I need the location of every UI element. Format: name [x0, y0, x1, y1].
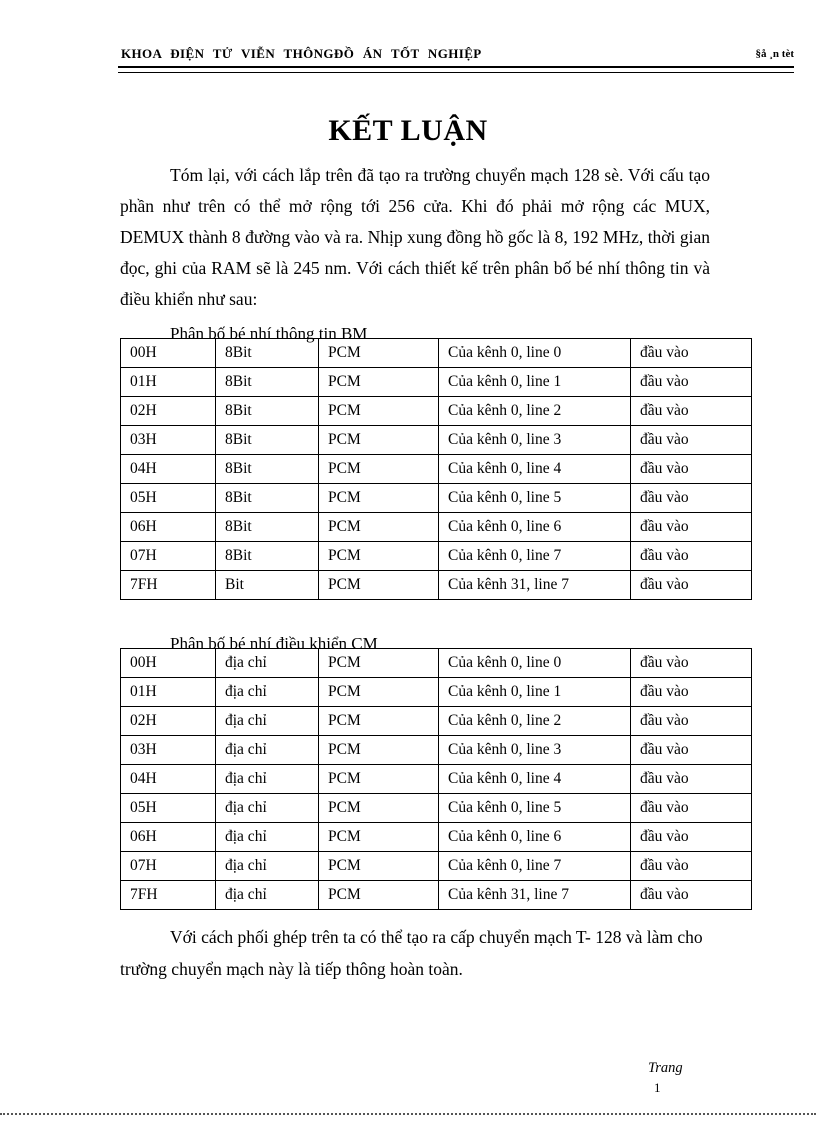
table-cell: 01H: [121, 678, 216, 707]
table-row: [121, 707, 752, 736]
footer-page-label: Trang: [648, 1060, 683, 1076]
table-cell: 04H: [121, 455, 216, 484]
table-cell: 02H: [121, 397, 216, 426]
header-left-text: KHOA ĐIỆN TỬ VIỄN THÔNGĐỒ ÁN TỐT NGHIỆP: [121, 46, 482, 61]
table-cell: địa chỉ: [216, 649, 319, 678]
table-cell: Của kênh 0, line 1: [439, 678, 631, 707]
table-cell: đầu vào: [631, 397, 752, 426]
table-cell: Của kênh 0, line 7: [439, 542, 631, 571]
table-cell: 8Bit: [216, 484, 319, 513]
table-cell: PCM: [319, 881, 439, 910]
table-cell: địa chỉ: [216, 881, 319, 910]
table-cell: đầu vào: [631, 513, 752, 542]
table-cell: PCM: [319, 765, 439, 794]
table-cell: địa chỉ: [216, 736, 319, 765]
table-cell: đầu vào: [631, 339, 752, 368]
table-cm-caption: Phân bố bé nhí điều khiển CM: [170, 634, 378, 653]
table-cell: PCM: [319, 823, 439, 852]
table-cell: PCM: [319, 339, 439, 368]
table-cell: PCM: [319, 852, 439, 881]
table-cell: đầu vào: [631, 852, 752, 881]
table-cell: đầu vào: [631, 765, 752, 794]
table-cell: đầu vào: [631, 455, 752, 484]
table-cell: PCM: [319, 794, 439, 823]
table-row: [121, 823, 752, 852]
table-row: [121, 571, 752, 600]
table-cell: PCM: [319, 542, 439, 571]
table-cell: Của kênh 0, line 6: [439, 823, 631, 852]
table-cell: Của kênh 0, line 3: [439, 426, 631, 455]
table-row: [121, 542, 752, 571]
table-row: [121, 678, 752, 707]
table-cell: PCM: [319, 455, 439, 484]
header-right-text: §å ¸n tèt: [755, 48, 794, 60]
table-row: [121, 736, 752, 765]
table-cell: địa chỉ: [216, 678, 319, 707]
table-cell: Của kênh 31, line 7: [439, 571, 631, 600]
table-cell: 8Bit: [216, 513, 319, 542]
table-cell: đầu vào: [631, 707, 752, 736]
table-cell: 8Bit: [216, 426, 319, 455]
table-cell: địa chỉ: [216, 852, 319, 881]
table-cell: 05H: [121, 484, 216, 513]
table-cell: Của kênh 0, line 6: [439, 513, 631, 542]
table-bm-caption: Phân bố bé nhí thông tin BM: [170, 324, 368, 343]
table-cell: đầu vào: [631, 649, 752, 678]
table-cell: 04H: [121, 765, 216, 794]
table-cell: 05H: [121, 794, 216, 823]
table-cell: địa chỉ: [216, 794, 319, 823]
table-cell: PCM: [319, 736, 439, 765]
table-row: [121, 649, 752, 678]
table-cell: PCM: [319, 484, 439, 513]
table-cell: 7FH: [121, 571, 216, 600]
table-cell: Của kênh 0, line 2: [439, 397, 631, 426]
document-title: KẾT LUẬN: [328, 114, 488, 148]
table-cell: 06H: [121, 823, 216, 852]
table-cell: PCM: [319, 707, 439, 736]
table-row: [121, 794, 752, 823]
table-row: [121, 852, 752, 881]
table-cell: 8Bit: [216, 397, 319, 426]
table-bm: [120, 338, 752, 600]
table-cell: 02H: [121, 707, 216, 736]
table-cell: 8Bit: [216, 339, 319, 368]
closing-paragraph: Với cách phối ghép trên ta có thể tạo ra cấp chuyển mạch T- 128 và làm cho trường chuyển mạch này là tiếp thông hoàn toàn.: [120, 926, 703, 979]
table-cell: Của kênh 0, line 5: [439, 794, 631, 823]
table-cell: PCM: [319, 678, 439, 707]
table-cell: Của kênh 0, line 5: [439, 484, 631, 513]
table-cell: đầu vào: [631, 484, 752, 513]
table-cell: đầu vào: [631, 542, 752, 571]
table-cell: 7FH: [121, 881, 216, 910]
table-cell: đầu vào: [631, 571, 752, 600]
table-cell: PCM: [319, 649, 439, 678]
table-cell: Của kênh 31, line 7: [439, 881, 631, 910]
table-cell: địa chỉ: [216, 707, 319, 736]
table-cell: đầu vào: [631, 881, 752, 910]
table-cell: PCM: [319, 513, 439, 542]
table-cell: đầu vào: [631, 794, 752, 823]
footer-page-number: 1: [654, 1080, 661, 1095]
table-cell: đầu vào: [631, 736, 752, 765]
table-row: [121, 881, 752, 910]
table-row: [121, 339, 752, 368]
table-cell: 8Bit: [216, 542, 319, 571]
table-cell: Của kênh 0, line 7: [439, 852, 631, 881]
table-cell: Của kênh 0, line 2: [439, 707, 631, 736]
table-cell: Của kênh 0, line 0: [439, 339, 631, 368]
table-row: [121, 426, 752, 455]
bottom-dotted-rule: [0, 1113, 816, 1115]
table-cell: Bit: [216, 571, 319, 600]
table-cell: Của kênh 0, line 3: [439, 736, 631, 765]
table-cell: Của kênh 0, line 4: [439, 765, 631, 794]
table-row: [121, 765, 752, 794]
header-rule: [118, 66, 794, 73]
table-cell: Của kênh 0, line 0: [439, 649, 631, 678]
intro-paragraph: Tóm lại, với cách lắp trên đã tạo ra trường chuyển mạch 128 sè. Với cấu tạo phần như trên có thể mở rộng tới 256 cửa. Khi đó phải mở rộng các MUX, DEMUX thành 8 đường vào và ra. Nhịp xung đồng hồ gốc là 8, 192 MHz, thời gian đọc, ghi của RAM sẽ là 245 nm. Với cách thiết kế trên phân bố bé nhí thông tin và điều khiển như sau:: [120, 164, 710, 309]
table-cell: đầu vào: [631, 426, 752, 455]
table-cell: PCM: [319, 368, 439, 397]
table-cell: đầu vào: [631, 368, 752, 397]
table-row: [121, 397, 752, 426]
table-cm: [120, 648, 752, 910]
table-cell: địa chỉ: [216, 823, 319, 852]
table-cell: 01H: [121, 368, 216, 397]
table-cell: PCM: [319, 571, 439, 600]
table-cell: 00H: [121, 339, 216, 368]
table-cell: PCM: [319, 397, 439, 426]
table-cell: 07H: [121, 542, 216, 571]
table-cell: đầu vào: [631, 678, 752, 707]
table-cell: Của kênh 0, line 1: [439, 368, 631, 397]
table-cell: 03H: [121, 736, 216, 765]
table-row: [121, 455, 752, 484]
table-row: [121, 368, 752, 397]
table-cell: 07H: [121, 852, 216, 881]
table-cell: địa chỉ: [216, 765, 319, 794]
table-cell: 03H: [121, 426, 216, 455]
table-cell: Của kênh 0, line 4: [439, 455, 631, 484]
table-cell: đầu vào: [631, 823, 752, 852]
table-cell: 8Bit: [216, 368, 319, 397]
table-cell: PCM: [319, 426, 439, 455]
table-cell: 00H: [121, 649, 216, 678]
table-cell: 8Bit: [216, 455, 319, 484]
table-row: [121, 513, 752, 542]
table-cell: 06H: [121, 513, 216, 542]
table-row: [121, 484, 752, 513]
